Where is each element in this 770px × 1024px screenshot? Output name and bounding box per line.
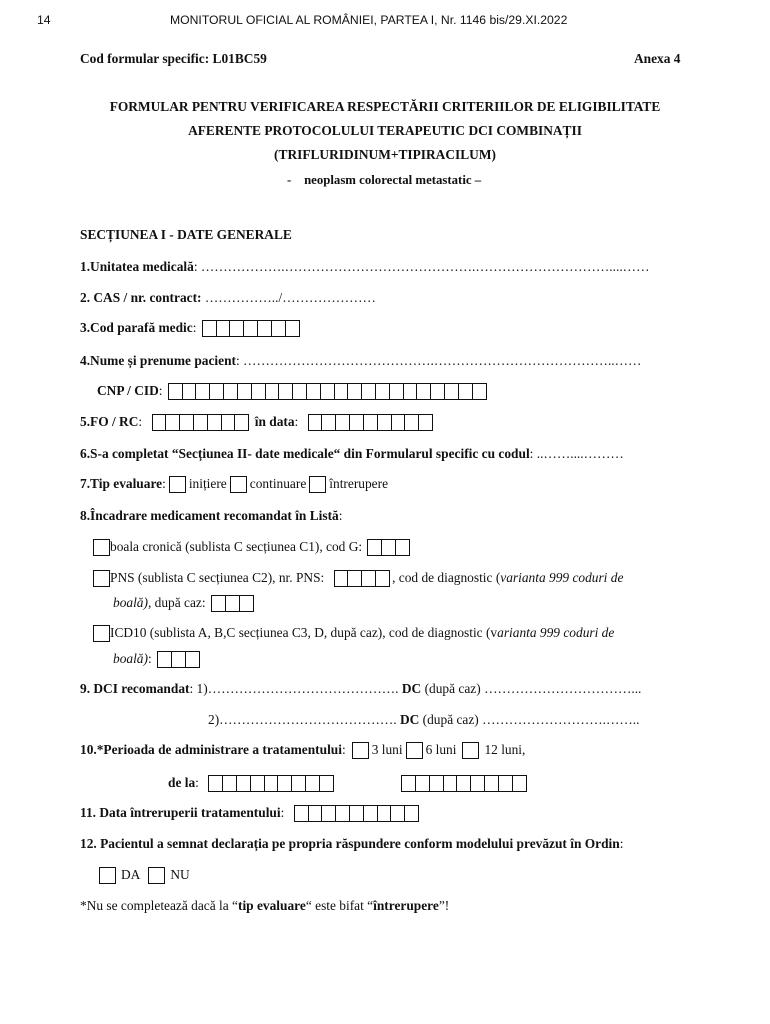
field-label: 3.Cod parafă medic <box>80 320 193 335</box>
dci-2-dots[interactable]: 2)…………………………………. <box>208 712 397 727</box>
field-patient-name <box>80 353 641 369</box>
checkbox-initiation[interactable] <box>169 476 186 493</box>
colon: : <box>294 414 299 429</box>
field-section2-code <box>80 446 624 462</box>
fo-rc-date-boxes[interactable] <box>308 414 434 431</box>
field-label: 10.*Perioada de administrare a tratamentului <box>80 742 342 757</box>
annex-label: Anexa 4 <box>634 51 681 66</box>
field-evaluation-type <box>80 476 388 493</box>
publication-header: MONITORUL OFICIAL AL ROMÂNIEI, PARTEA I, Nr. 1146 bis/29.XI.2022 <box>170 13 568 27</box>
fill-dots[interactable]: : ……………….…………………………………….…………………………....…… <box>193 259 650 274</box>
page-number: 14 <box>37 13 51 27</box>
colon: : <box>158 383 163 398</box>
dci-1-dots[interactable]: : 1)……………………………………. <box>189 681 399 696</box>
dc-1-dots[interactable]: ……………………………... <box>480 681 642 696</box>
dc-paren: (după caz) <box>419 712 479 727</box>
icd10-boala: boală) <box>113 651 148 666</box>
pns-boala: boală) <box>113 595 148 610</box>
colon: : <box>195 775 199 790</box>
checkbox-6-months[interactable] <box>406 742 423 759</box>
icd10-label: ICD10 (sublista A, B,C secțiunea C3, D, după caz), cod de diagnostic (v <box>110 625 498 640</box>
field-label: 4.Nume și prenume pacient <box>80 353 236 368</box>
interruption-date-boxes[interactable] <box>294 805 420 822</box>
option-pns <box>93 570 623 587</box>
field-interruption-date <box>80 805 421 822</box>
colon: : <box>192 320 197 335</box>
colon: : <box>138 414 143 429</box>
checkbox-yes[interactable] <box>99 867 116 884</box>
pns-diag-boxes[interactable] <box>211 595 254 612</box>
footnote <box>80 898 449 914</box>
checkbox-no[interactable] <box>148 867 165 884</box>
note-bold: întrerupere <box>373 898 439 913</box>
colon: : <box>338 508 343 523</box>
option-yes: DA <box>121 867 141 882</box>
field-list-classification <box>80 508 342 524</box>
form-title-line3: (TRIFLURIDINUM+TIPIRACILUM) <box>274 147 496 162</box>
colon: : <box>341 742 346 757</box>
field-period-dates <box>168 775 529 792</box>
field-declaration-options <box>99 867 190 884</box>
field-label: 8.Încadrare medicament recomandat în Listă <box>80 508 339 523</box>
colon: : <box>162 476 166 491</box>
field-fo-rc <box>80 414 435 431</box>
option-chronic-disease <box>93 539 412 556</box>
section-heading: SECȚIUNEA I - DATE GENERALE <box>80 227 292 242</box>
option-6-months: 6 luni <box>425 742 457 757</box>
fill-dots[interactable]: : ..……....……… <box>529 446 624 461</box>
pns-dupa-caz: , după caz: <box>147 595 206 610</box>
chronic-disease-label: boala cronică (sublista C secțiunea C1), cod G: <box>110 539 363 554</box>
field-cnp <box>97 383 489 400</box>
field-declaration <box>80 836 623 852</box>
note-part: *Nu se completează dacă la “ <box>80 898 238 913</box>
note-part: ”! <box>438 898 450 913</box>
cod-g-boxes[interactable] <box>367 539 410 556</box>
field-label: 5.FO / RC <box>80 414 139 429</box>
option-initiation: inițiere <box>188 476 227 491</box>
icd10-boxes[interactable] <box>157 651 200 668</box>
colon: : <box>147 651 152 666</box>
field-dci-2 <box>208 712 639 728</box>
form-title-line1: FORMULAR PENTRU VERIFICAREA RESPECTĂRII CRITERIILOR DE ELIGIBILITATE <box>109 99 661 114</box>
field-label: 2. CAS / nr. contract: <box>80 290 202 305</box>
icd10-variant: arianta 999 coduri de <box>497 625 615 640</box>
end-date-boxes[interactable] <box>401 775 527 792</box>
form-code: Cod formular specific: L01BC59 <box>80 51 267 66</box>
colon: : <box>619 836 624 851</box>
field-label: 1.Unitatea medicală <box>80 259 194 274</box>
field-label: 11. Data întreruperii tratamentului <box>80 805 281 820</box>
checkbox-icd10[interactable] <box>93 625 110 642</box>
start-date-boxes[interactable] <box>208 775 334 792</box>
fo-rc-boxes[interactable] <box>152 414 250 431</box>
note-part: “ este bifat “ <box>305 898 374 913</box>
option-pns-cont <box>113 595 256 612</box>
doctor-code-boxes[interactable] <box>202 320 300 337</box>
cnp-boxes[interactable] <box>168 383 487 400</box>
dc-2-dots[interactable]: ……………………….…….. <box>478 712 640 727</box>
checkbox-pns[interactable] <box>93 570 110 587</box>
option-12-months: 12 luni, <box>484 742 526 757</box>
field-dci-1 <box>80 681 641 697</box>
from-label: de la <box>168 775 196 790</box>
field-label: 6.S-a completat “Secțiunea II- date medicale“ din Formularul specific cu codul <box>80 446 530 461</box>
pns-diag-label: , cod de diagnostic ( <box>392 570 501 585</box>
field-cas-contract <box>80 290 376 306</box>
dc-paren: (după caz) <box>421 681 481 696</box>
field-treatment-period <box>80 742 525 759</box>
option-icd10 <box>93 625 614 642</box>
checkbox-chronic-disease[interactable] <box>93 539 110 556</box>
checkbox-continuation[interactable] <box>230 476 247 493</box>
option-icd10-cont <box>113 651 202 668</box>
pns-diag-variant: varianta 999 coduri de <box>500 570 624 585</box>
fill-dots[interactable]: : …………………………………….…………………………………..…… <box>235 353 642 368</box>
subtitle-text: neoplasm colorectal metastatic – <box>304 173 482 187</box>
colon: : <box>280 805 285 820</box>
form-title-line2: AFERENTE PROTOCOLULUI TERAPEUTIC DCI COMBINAȚII <box>188 123 582 138</box>
option-no: NU <box>170 867 190 882</box>
checkbox-interruption[interactable] <box>309 476 326 493</box>
note-bold: tip evaluare <box>238 898 306 913</box>
option-interruption: întrerupere <box>329 476 389 491</box>
pns-boxes[interactable] <box>334 570 390 587</box>
field-label: CNP / CID <box>97 383 159 398</box>
option-3-months: 3 luni <box>371 742 403 757</box>
dc-label: DC <box>401 681 422 696</box>
option-continuation: continuare <box>249 476 307 491</box>
fill-dots[interactable]: ……………../………………… <box>201 290 376 305</box>
dc-label: DC <box>399 712 420 727</box>
field-label: 9. DCI recomandat <box>80 681 190 696</box>
field-doctor-code <box>80 320 302 337</box>
field-label: 12. Pacientul a semnat declarația pe propria răspundere conform modelului prevăzut în Ordin <box>80 836 620 851</box>
pns-label: PNS (sublista C secțiunea C2), nr. PNS: <box>110 570 325 585</box>
subtitle-dash: - <box>287 173 292 187</box>
checkbox-12-months[interactable] <box>462 742 479 759</box>
form-subtitle <box>287 172 481 188</box>
date-label: în data <box>254 414 295 429</box>
field-medical-unit <box>80 259 649 275</box>
checkbox-3-months[interactable] <box>352 742 369 759</box>
field-label: 7.Tip evaluare <box>80 476 163 491</box>
